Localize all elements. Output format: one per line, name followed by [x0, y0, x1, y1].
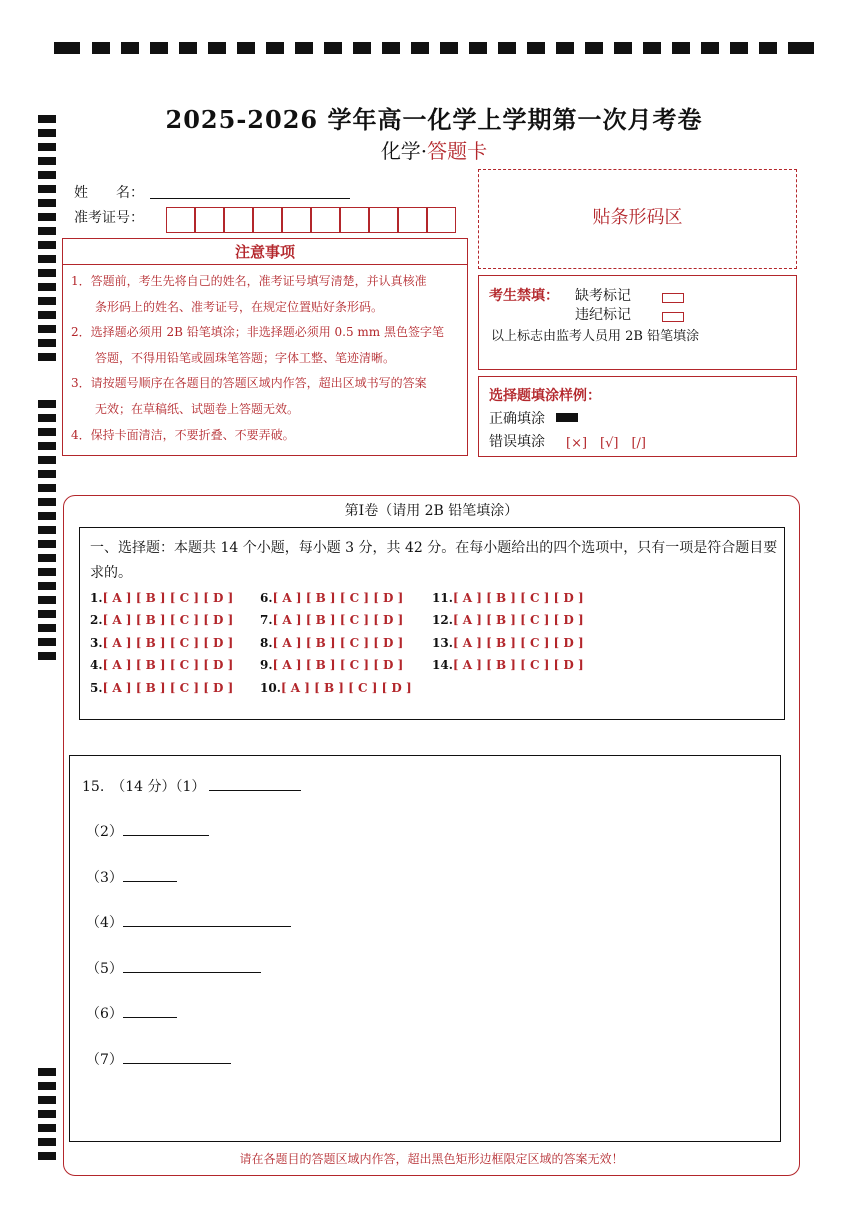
- q15-answer-5[interactable]: [123, 959, 261, 973]
- q15-answer-4[interactable]: [123, 913, 291, 927]
- mc-question-10[interactable]: 10.[ A ] [ B ] [ C ] [ D ]: [260, 681, 412, 695]
- q15-part: （2）: [86, 821, 209, 841]
- q15-part: （6）: [86, 1003, 177, 1023]
- notice-item: 2．选择题必须用 2B 铅笔填涂；非选择题必须用 0.5 mm 黑色签字笔: [71, 325, 445, 340]
- notice-item: 3．请按题号顺序在各题目的答题区域内作答，超出区域书写的答案: [71, 376, 427, 391]
- filled-sample-mark: [556, 413, 578, 422]
- part1-title: 第Ⅰ卷（请用 2B 铅笔填涂）: [344, 503, 519, 519]
- examiner-only-panel: [478, 275, 797, 370]
- timing-mark: [643, 42, 661, 54]
- timing-mark: [179, 42, 197, 54]
- mc-question-1[interactable]: 1.[ A ] [ B ] [ C ] [ D ]: [90, 591, 234, 605]
- forbid-title: 考生禁填：: [489, 288, 559, 304]
- name-field[interactable]: [150, 198, 350, 199]
- absent-label: 缺考标记: [575, 288, 631, 304]
- mc-question-11[interactable]: 11.[ A ] [ B ] [ C ] [ D ]: [432, 591, 584, 605]
- notice-item: 无效；在草稿纸、试题卷上答题无效。: [71, 401, 300, 416]
- mc-instruction: 一、选择题：本题共 14 个小题，每小题 3 分，共 42 分。在每小题给出的四个选项中，只有一项是符合题目要求的。: [90, 540, 778, 581]
- notice-item: 条形码上的姓名、准考证号，在规定位置贴好条形码。: [71, 299, 384, 314]
- barcode-area: 贴条形码区: [478, 169, 797, 269]
- timing-mark: [585, 42, 603, 54]
- mc-question-6[interactable]: 6.[ A ] [ B ] [ C ] [ D ]: [260, 591, 404, 605]
- timing-mark: [92, 42, 110, 54]
- timing-mark: [411, 42, 429, 54]
- timing-mark: [54, 42, 80, 54]
- mc-question-9[interactable]: 9.[ A ] [ B ] [ C ] [ D ]: [260, 658, 404, 672]
- wrong-label: 错误填涂: [489, 434, 545, 450]
- q15-part: （3）: [86, 867, 177, 887]
- notice-panel: [62, 238, 468, 456]
- notice-item: 1．答题前，考生先将自己的姓名，准考证号填写清楚，并认真核准: [71, 274, 427, 288]
- mc-question-12[interactable]: 12.[ A ] [ B ] [ C ] [ D ]: [432, 613, 584, 627]
- timing-mark: [469, 42, 487, 54]
- timing-mark: [730, 42, 748, 54]
- q15-part: （4）: [86, 912, 291, 932]
- q15-answer-1[interactable]: [209, 777, 301, 791]
- page-title: 2025-2026 学年高一化学上学期第一次月考卷: [165, 105, 703, 134]
- timing-mark: [295, 42, 313, 54]
- notice-title: 注意事项: [63, 239, 467, 265]
- q15-answer-6[interactable]: [123, 1004, 177, 1018]
- timing-mark: [150, 42, 168, 54]
- mc-question-8[interactable]: 8.[ A ] [ B ] [ C ] [ D ]: [260, 636, 404, 650]
- q15-answer-7[interactable]: [123, 1050, 231, 1064]
- id-label: 准考证号：: [74, 210, 144, 226]
- correct-label: 正确填涂: [489, 411, 545, 427]
- timing-mark: [759, 42, 777, 54]
- violation-label: 违纪标记: [575, 307, 631, 323]
- page-subtitle: [0, 135, 868, 164]
- mc-question-14[interactable]: 14.[ A ] [ B ] [ C ] [ D ]: [432, 658, 584, 672]
- mc-question-5[interactable]: 5.[ A ] [ B ] [ C ] [ D ]: [90, 681, 234, 695]
- q15-part: （7）: [86, 1049, 231, 1069]
- timing-mark: [788, 42, 814, 54]
- q15-answer-2[interactable]: [123, 822, 209, 836]
- timing-mark: [556, 42, 574, 54]
- timing-mark: [208, 42, 226, 54]
- question-15-box: [69, 755, 781, 1142]
- absent-mark-box[interactable]: [662, 287, 684, 306]
- timing-mark: [353, 42, 371, 54]
- timing-mark: [701, 42, 719, 54]
- mc-question-2[interactable]: 2.[ A ] [ B ] [ C ] [ D ]: [90, 613, 234, 627]
- subtitle-main: 化学·: [380, 139, 428, 163]
- forbid-note: 以上标志由监考人员用 2B 铅笔填涂: [491, 329, 700, 344]
- mc-question-13[interactable]: 13.[ A ] [ B ] [ C ] [ D ]: [432, 636, 584, 650]
- q15-answer-3[interactable]: [123, 868, 177, 882]
- timing-mark: [266, 42, 284, 54]
- mc-question-4[interactable]: 4.[ A ] [ B ] [ C ] [ D ]: [90, 658, 234, 672]
- notice-item: 答题，不得用铅笔或圆珠笔答题；字体工整、笔迹清晰。: [71, 350, 396, 365]
- subtitle-accent: 答题卡: [427, 139, 488, 163]
- footer-warning: 请在各题目的答题区域内作答，超出黑色矩形边框限定区域的答案无效！: [239, 1152, 624, 1166]
- fill-sample-panel: [478, 376, 797, 457]
- name-label: 姓 名：: [74, 185, 144, 201]
- timing-mark: [382, 42, 400, 54]
- notice-item: 4．保持卡面清洁，不要折叠、不要弄破。: [71, 427, 295, 442]
- timing-mark: [498, 42, 516, 54]
- wrong-sample-marks: [×] [√] [/]: [566, 436, 646, 451]
- violation-mark-box[interactable]: [662, 306, 684, 325]
- timing-mark: [440, 42, 458, 54]
- timing-mark: [121, 42, 139, 54]
- q15-part: （5）: [86, 958, 261, 978]
- timing-mark: [527, 42, 545, 54]
- timing-mark: [672, 42, 690, 54]
- mc-question-7[interactable]: 7.[ A ] [ B ] [ C ] [ D ]: [260, 613, 404, 627]
- timing-mark: [237, 42, 255, 54]
- mc-question-3[interactable]: 3.[ A ] [ B ] [ C ] [ D ]: [90, 636, 234, 650]
- q15-head: 15. （14 分）（1）: [82, 776, 301, 796]
- timing-mark: [614, 42, 632, 54]
- timing-mark: [324, 42, 342, 54]
- sample-title: 选择题填涂样例：: [489, 388, 601, 404]
